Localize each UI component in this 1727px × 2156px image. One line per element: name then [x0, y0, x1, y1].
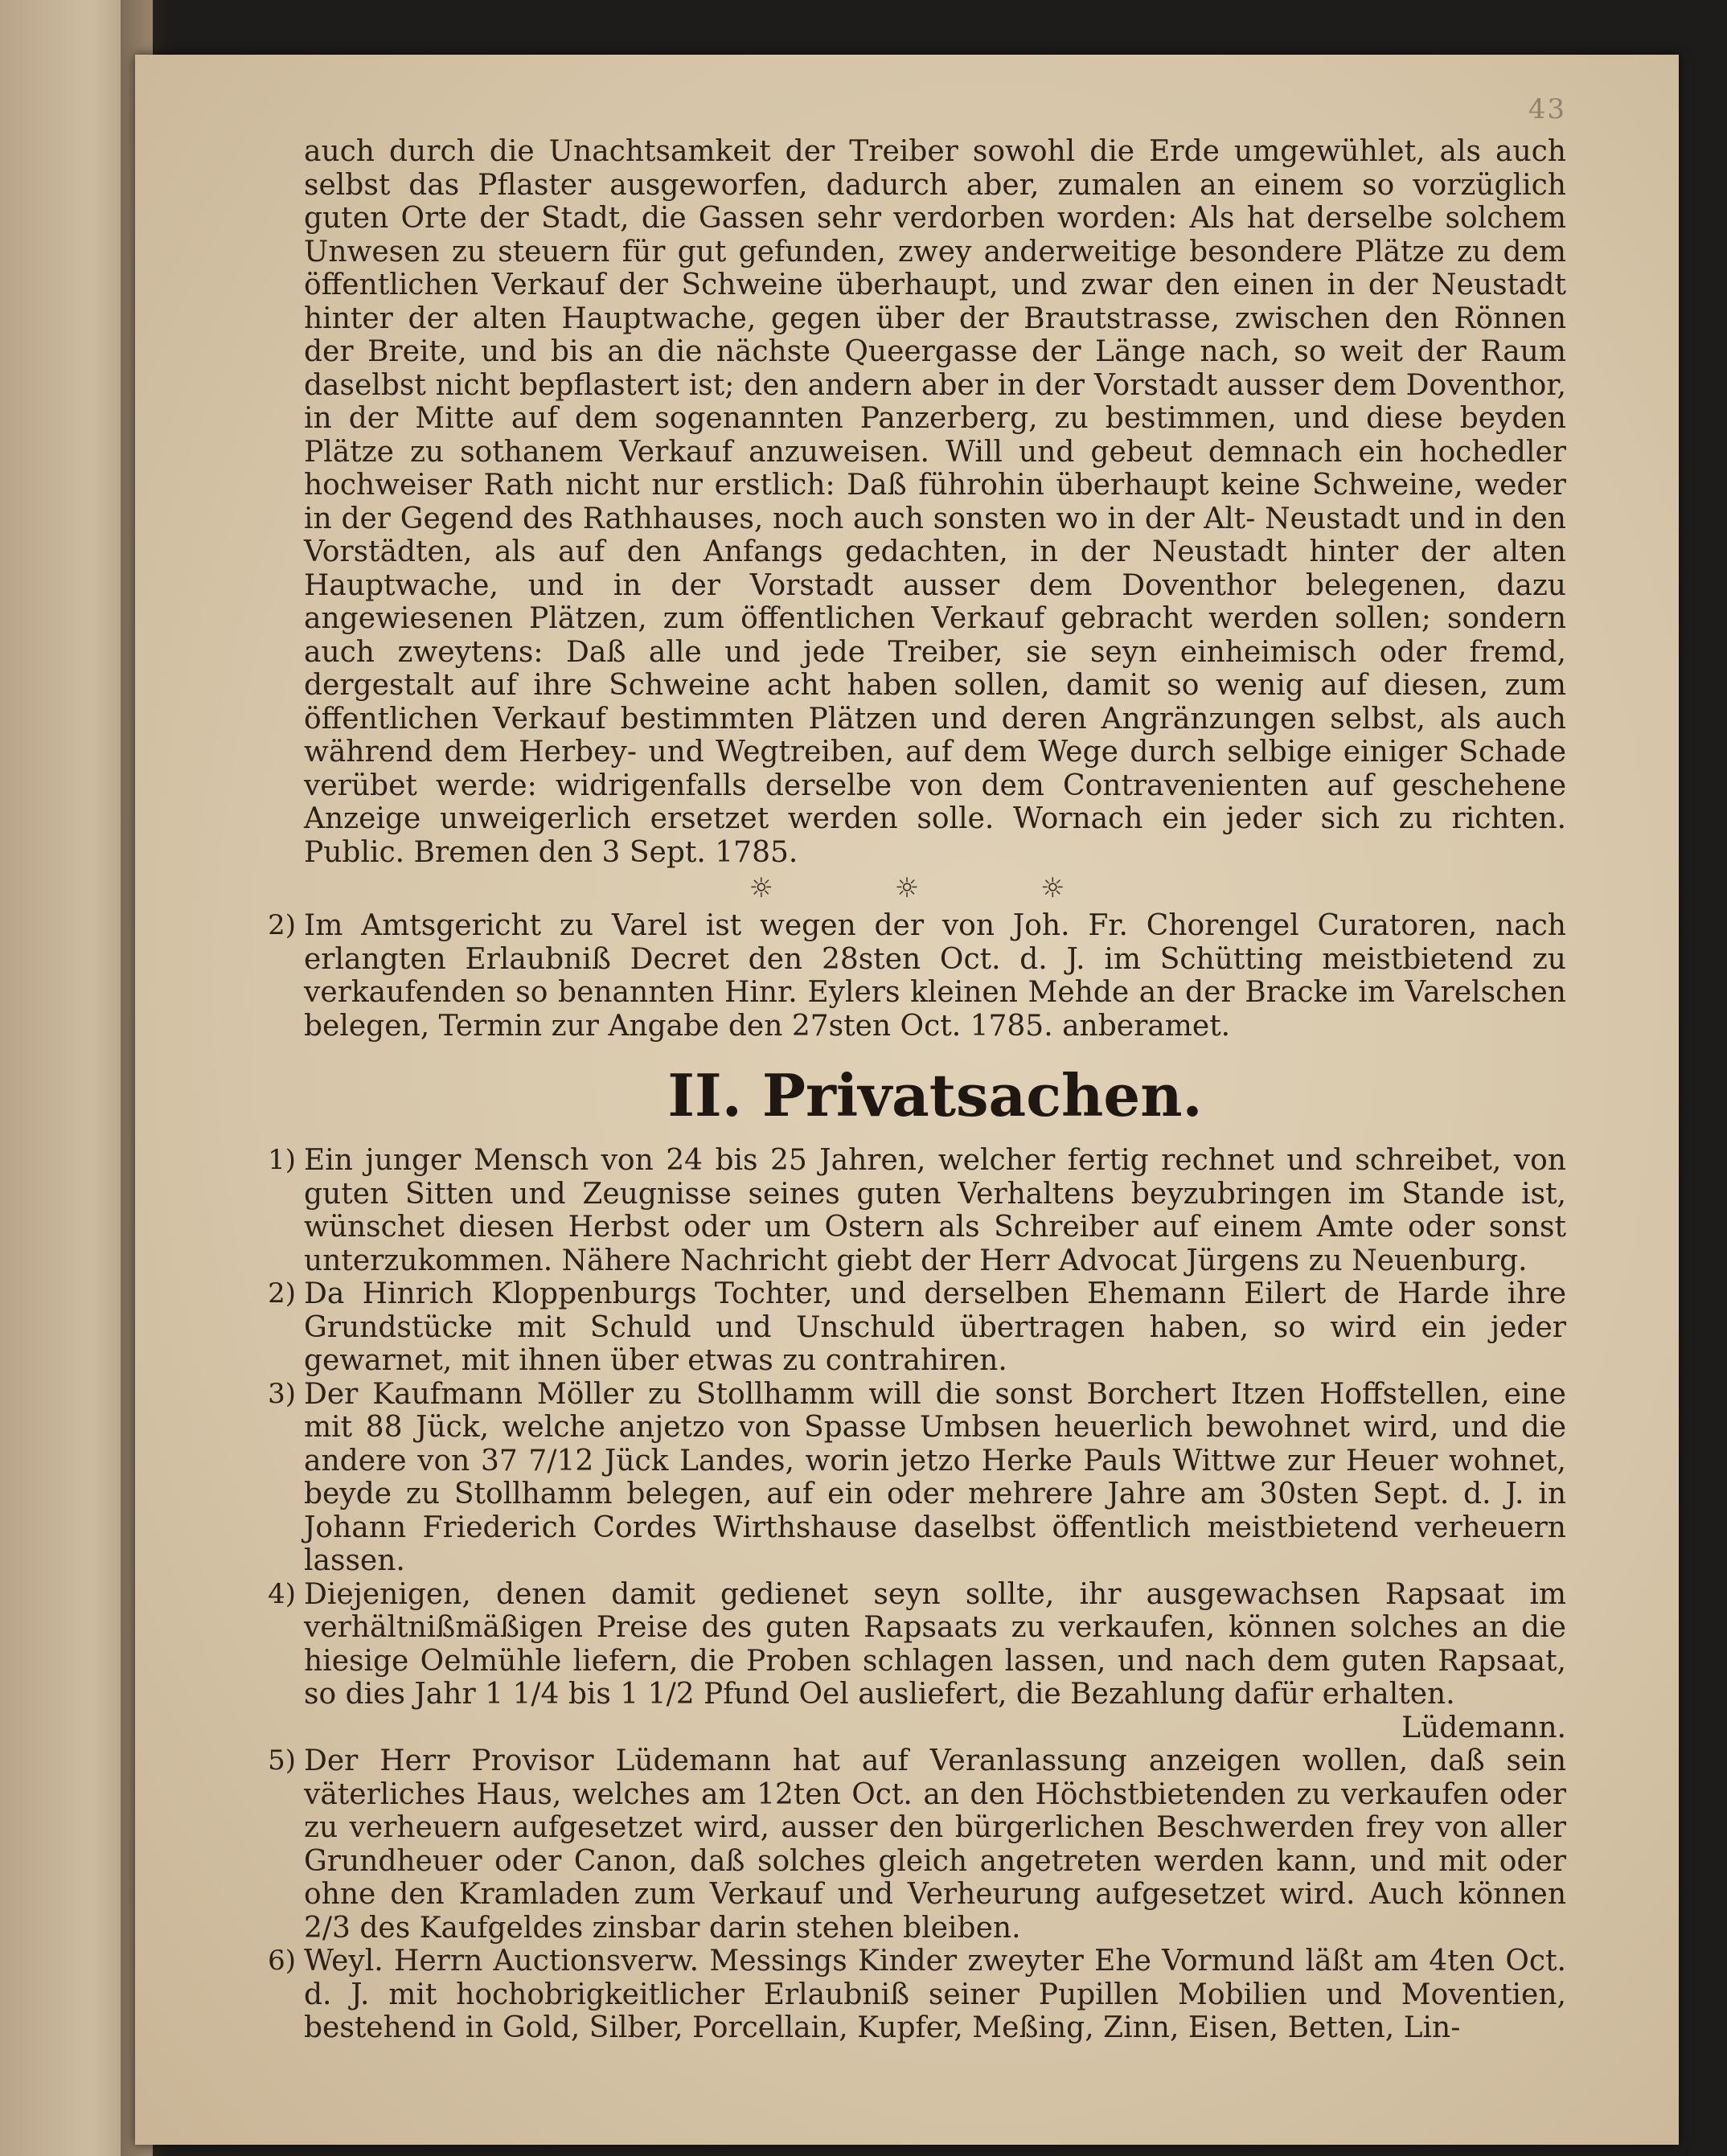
signature: Lüdemann.	[1401, 1711, 1566, 1744]
item-text: Weyl. Herrn Auctionsverw. Messings Kinder zweyter Ehe Vormund läßt am 4ten Oct. d. J. mit hochobrigkeitlicher Erlaubniß seiner Pupillen Mobilien und Moventien, bestehend in Gold, Silber, Porcellain, Kupfer, Meßing, Zinn, Eisen, Betten, Lin-	[304, 1945, 1566, 2044]
item-number: 6)	[268, 1945, 296, 1977]
item-number: 4)	[268, 1577, 296, 1610]
item-number: 1)	[268, 1144, 296, 1176]
document-page	[135, 55, 1679, 2145]
list-item	[268, 1945, 1566, 2045]
page-content	[268, 135, 1566, 2045]
item-number: 2)	[268, 1277, 296, 1310]
item-text: Da Hinrich Kloppenburgs Tochter, und derselben Ehemann Eilert de Harde ihre Grundstücke mit Schuld und Unschuld übertragen haben, so wird ein jeder gewarnet, mit ihnen über etwas zu contrahiren.	[304, 1277, 1566, 1377]
amtsgericht-notice	[268, 909, 1566, 1043]
list-item	[268, 1144, 1566, 1277]
intro-paragraph: auch durch die Unachtsamkeit der Treiber sowohl die Erde umgewühlet, als auch selbst das Pflaster ausgeworfen, dadurch aber, zumalen an einem so vorzüglich guten Orte der Stadt, die Gassen sehr verdorben worden: Als hat derselbe solchem Unwesen zu steuern für gut gefunden, zwey anderweitige besondere Plätze zu dem öffentlichen Verkauf der Schweine überhaupt, und zwar den einen in der Neustadt hinter der alten Hauptwache, gegen über der Brautstrasse, zwischen den Rönnen der Breite, und bis an die nächste Queergasse der Länge nach, so weit der Raum daselbst nicht bepflastert ist; den andern aber in der Vorstadt ausser dem Doventhor, in der Mitte auf dem sogenannten Panzerberg, zu bestimmen, und diese beyden Plätze zu sothanem Verkauf anzuweisen. Will und gebeut demnach ein hochedler hochweiser Rath nicht nur erstlich: Daß führohin überhaupt keine Schweine, weder in der Gegend des Rathhauses, noch auch sonsten wo in der Alt- Neustadt und in den Vorstädten, als auf den Anfangs gedachten, in der Neustadt hinter der alten Hauptwache, und in der Vorstadt ausser dem Doventhor belegenen, dazu angewiesenen Plätzen, zum öffentlichen Verkauf gebracht werden sollen; sondern auch zweytens: Daß alle und jede Treiber, sie seyn einheimisch oder fremd, dergestalt auf ihre Schweine acht haben sollen, damit so wenig auf diesen, zum öffentlichen Verkauf bestimmten Plätzen und deren Angränzungen selbst, als auch während dem Herbey- und Wegtreiben, auf dem Wege durch selbige einiger Schade verübet werde: widrigenfalls derselbe von dem Contravenienten auf geschehene Anzeige unweigerlich ersetzet werden solle. Wornach ein jeder sich zu richten. Public. Bremen den 3 Sept. 1785.	[304, 135, 1566, 869]
item-text: Ein junger Mensch von 24 bis 25 Jahren, welcher fertig rechnet und schreibet, von guten Sitten und Zeugnisse seines guten Verhaltens beyzubringen im Stande ist, wünschet diesen Herbst oder um Ostern als Schreiber auf einem Amte oder sonst unterzukommen. Nähere Nachricht giebt der Herr Advocat Jürgens zu Neuenburg.	[304, 1144, 1566, 1277]
item-number: 5)	[268, 1744, 296, 1777]
item-text: Der Herr Provisor Lüdemann hat auf Veranlassung anzeigen wollen, daß sein väterliches Haus, welches am 12ten Oct. an den Höchstbietenden zu verkaufen oder zu verheuern aufgesetzet wird, ausser den bürgerlichen Beschwerden frey von aller Grundheuer oder Canon, daß solches gleich angetreten werden kann, und mit oder ohne den Kramladen zum Verkauf und Verheurung aufgesetzet wird. Auch können 2/3 des Kaufgeldes zinsbar darin stehen bleiben.	[304, 1744, 1566, 1945]
list-item	[268, 1744, 1566, 1945]
item-text: Der Kaufmann Möller zu Stollhamm will die sonst Borchert Itzen Hoffstellen, eine mit 88 Jück, welche anjetzo von Spasse Umbsen heuerlich bewohnet wird, und die andere von 37 7/12 Jück Landes, worin jetzo Herke Pauls Wittwe zur Heuer wohnet, beyde zu Stollhamm belegen, auf ein oder mehrere Jahre am 30sten Sept. d. J. in Johann Friederich Cordes Wirthshause daselbst öffentlich meistbietend verheuern lassen.	[304, 1377, 1566, 1577]
list-item	[268, 1277, 1566, 1378]
ornament-divider: ☼ ☼ ☼	[749, 872, 1122, 904]
item-text: Diejenigen, denen damit gedienet seyn sollte, ihr ausgewachsen Rapsaat im verhältnißmäßigen Preise des guten Rapsaats zu verkaufen, können solches an die hiesige Oelmühle liefern, die Proben schlagen lassen, und nach dem guten Rapsaat, so dies Jahr 1 1/4 bis 1 1/2 Pfund Oel ausliefert, die Bezahlung dafür erhalten.	[304, 1577, 1566, 1711]
item-number: 2)	[268, 909, 296, 941]
section-heading: II. Privatsachen.	[667, 1061, 1203, 1129]
list-item	[268, 1377, 1566, 1578]
item-text: Im Amtsgericht zu Varel ist wegen der von Joh. Fr. Chorengel Curatoren, nach erlangten Erlaubniß Decret den 28sten Oct. d. J. im Schütting meistbietend zu verkaufenden so benannten Hinr. Eylers kleinen Mehde an der Bracke im Varelschen belegen, Termin zur Angabe den 27sten Oct. 1785. anberamet.	[304, 909, 1566, 1043]
item-number: 3)	[268, 1377, 296, 1410]
list-item	[268, 1577, 1566, 1711]
page-number: 43	[1528, 93, 1566, 125]
